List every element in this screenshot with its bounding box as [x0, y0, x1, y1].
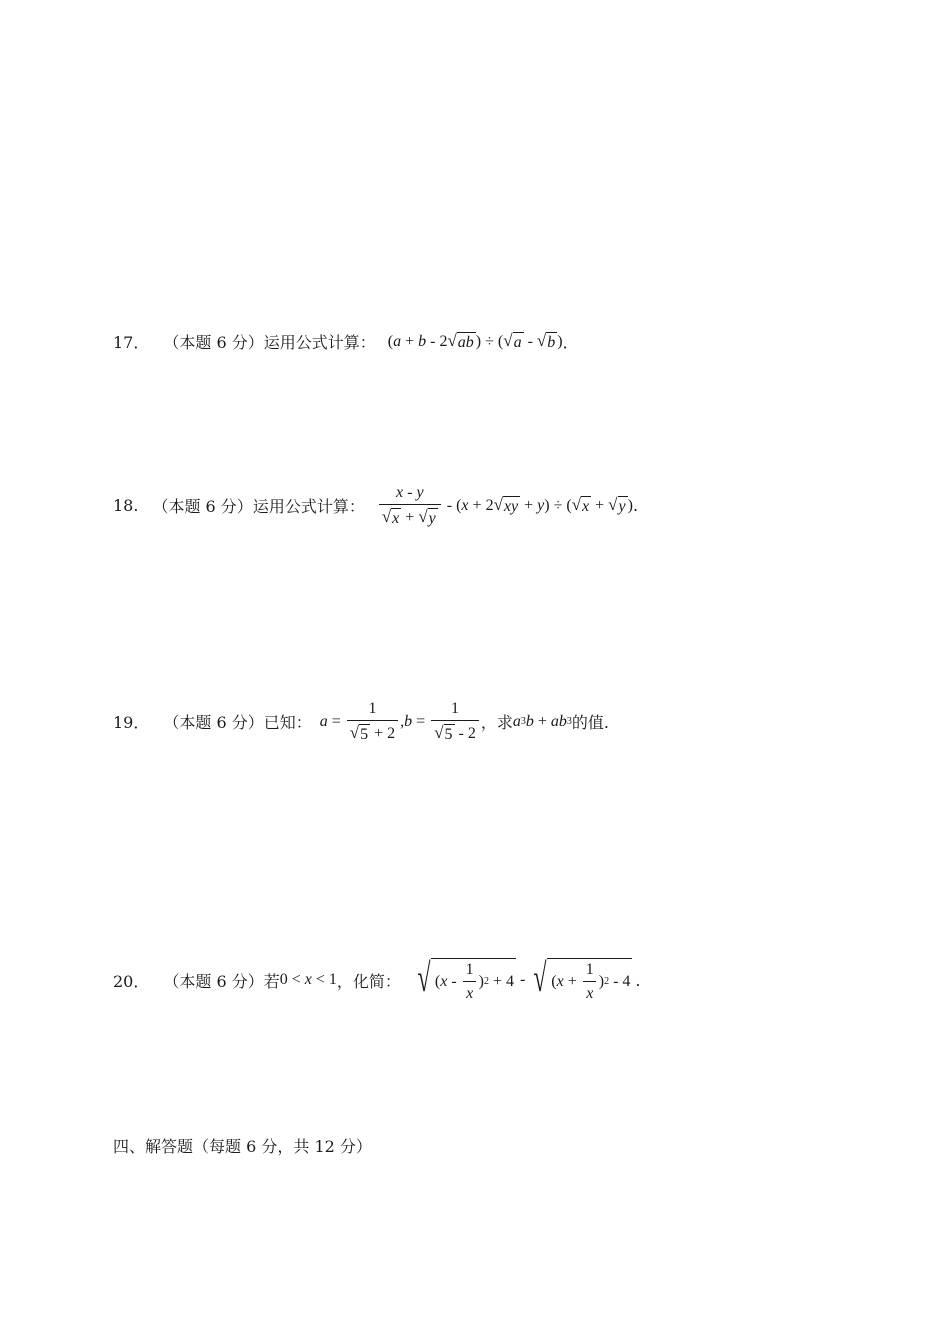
question-points: （本题 6 分） [163, 333, 264, 352]
formula-20-condition: 0 < x < 1 [279, 971, 337, 989]
formula-18: x - y √ x + √ y - ( x + 2 √ xy + y ) ÷ ( √ x + √ y ) [377, 484, 633, 527]
question-end: ． [562, 333, 579, 352]
question-points: （本题 6 分） [163, 713, 264, 733]
question-points: （本题 6 分） [163, 971, 264, 991]
question-prompt: 若 [263, 971, 280, 991]
question-prompt: 运用公式计算： [252, 497, 365, 517]
question-number: 17． [113, 333, 150, 352]
question-19 [113, 700, 609, 743]
formula-19-given: a = 1 √ 5 + 2 , b = 1 √ 5 - 2 [320, 700, 481, 743]
question-mid: ，化简： [336, 971, 401, 991]
question-prompt: 已知： [263, 713, 312, 733]
question-number: 18. [113, 496, 139, 516]
question-end: 的值. [571, 713, 609, 733]
question-mid: ，求 [480, 713, 513, 733]
question-number: 20． [113, 971, 150, 991]
question-points: （本题 6 分） [152, 497, 253, 517]
question-prompt: 运用公式计算： [263, 333, 376, 352]
question-17 [113, 330, 579, 353]
section-heading: 四、解答题（每题 6 分，共 12 分） [113, 1137, 372, 1156]
question-20 [113, 955, 641, 1002]
question-end: . [632, 496, 639, 516]
formula-17: ( a + b - 2 √ ab ) ÷ ( √ a - √ b ) [387, 330, 563, 351]
formula-19-expr: a 3 b + ab 3 [512, 712, 572, 730]
question-number: 19． [113, 713, 150, 733]
formula-20: √ ( x - $\frac{1}{x}$ ) 2 + 4 - √ ( x + $\frac{1}{x}$ ) 2 - 4 [417, 955, 631, 1002]
question-18 [113, 484, 638, 527]
question-end: . [635, 970, 641, 990]
